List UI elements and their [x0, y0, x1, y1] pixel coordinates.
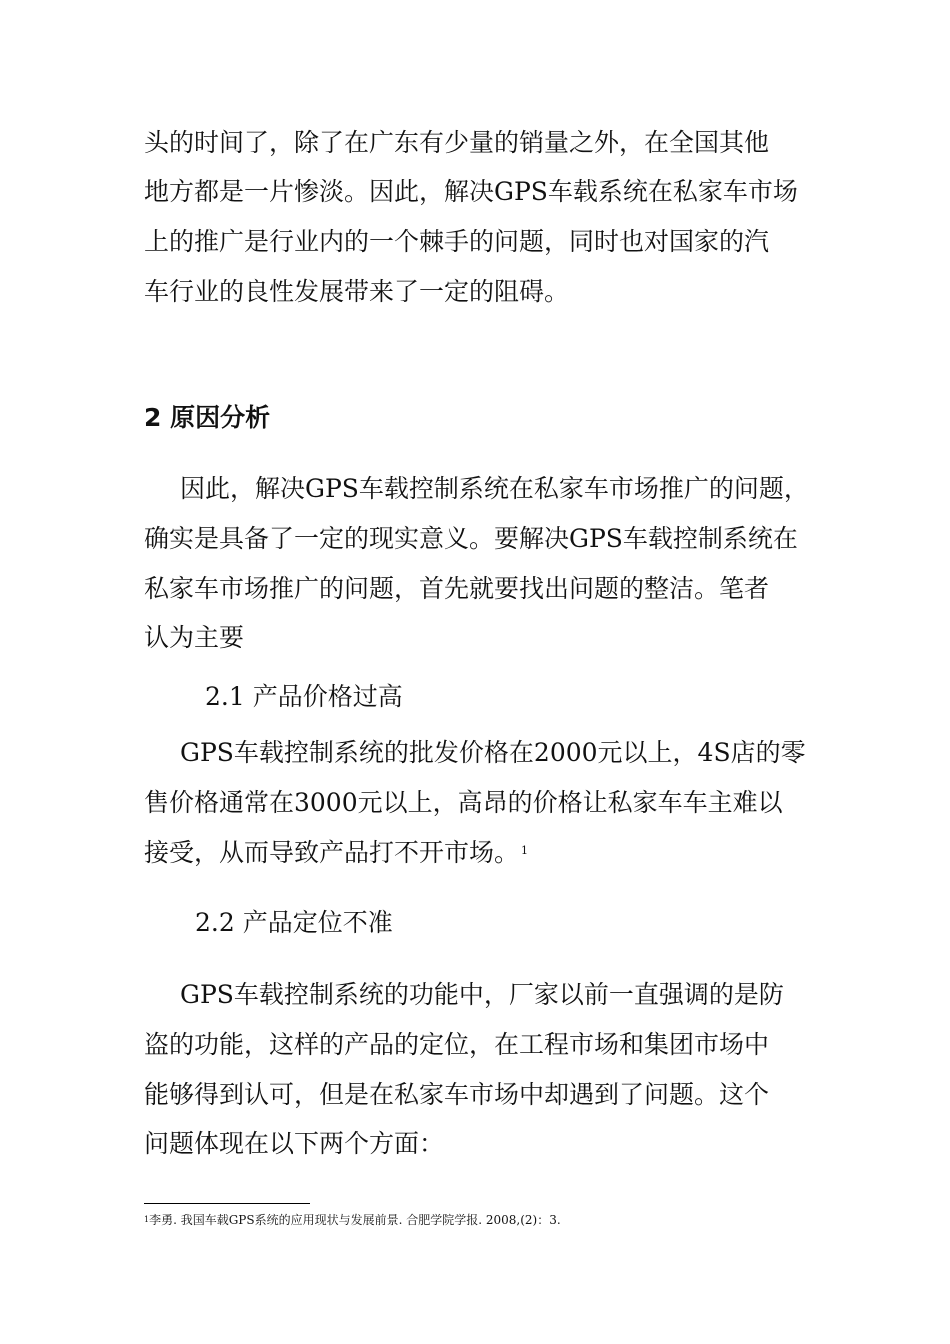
section-2-2-line-1: GPS车载控制系统的功能中，厂家以前一直强调的是防 [180, 980, 784, 1009]
section-2-line-2: 确实是具备了一定的现实意义。要解决GPS车载控制系统在 [144, 524, 798, 553]
section-2-1-line-1: GPS车载控制系统的批发价格在2000元以上，4S店的零 [180, 738, 806, 767]
footnote-divider [144, 1203, 310, 1204]
section-heading-2: 2 原因分析 [144, 403, 271, 432]
section-2-line-4: 认为主要 [144, 623, 245, 652]
section-2-1-line-3-text: 接受，从而导致产品打不开市场。 [144, 838, 520, 867]
footnote-mark: 1 [144, 1215, 150, 1224]
section-2-2-line-3: 能够得到认可，但是在私家车市场中却遇到了问题。这个 [144, 1080, 770, 1109]
intro-line-2: 地方都是一片惨淡。因此，解决GPS车载系统在私家车市场 [144, 177, 798, 206]
section-2-2-line-4: 问题体现在以下两个方面： [144, 1129, 445, 1158]
footnote [144, 1212, 561, 1228]
section-2-line-1: 因此，解决GPS车载控制系统在私家车市场推广的问题， [180, 474, 809, 503]
section-2-1-line-2: 售价格通常在3000元以上，高昂的价格让私家车车主难以 [144, 788, 783, 817]
intro-line-3: 上的推广是行业内的一个棘手的问题，同时也对国家的汽 [144, 227, 770, 256]
section-2-line-3: 私家车市场推广的问题，首先就要找出问题的整洁。笔者 [144, 574, 770, 603]
section-2-2-line-2: 盗的功能，这样的产品的定位，在工程市场和集团市场中 [144, 1030, 770, 1059]
footnote-reference-mark: 1 [521, 844, 529, 857]
subsection-heading-2-2: 2.2 产品定位不准 [195, 908, 393, 937]
section-2-1-line-3 [144, 836, 528, 870]
footnote-text: 李勇. 我国车载GPS系统的应用现状与发展前景. 合肥学院学报. 2008,(2)：3. [149, 1213, 561, 1227]
intro-line-1: 头的时间了，除了在广东有少量的销量之外，在全国其他 [144, 128, 770, 157]
subsection-heading-2-1: 2.1 产品价格过高 [205, 682, 403, 711]
intro-line-4: 车行业的良性发展带来了一定的阻碍。 [144, 277, 570, 306]
